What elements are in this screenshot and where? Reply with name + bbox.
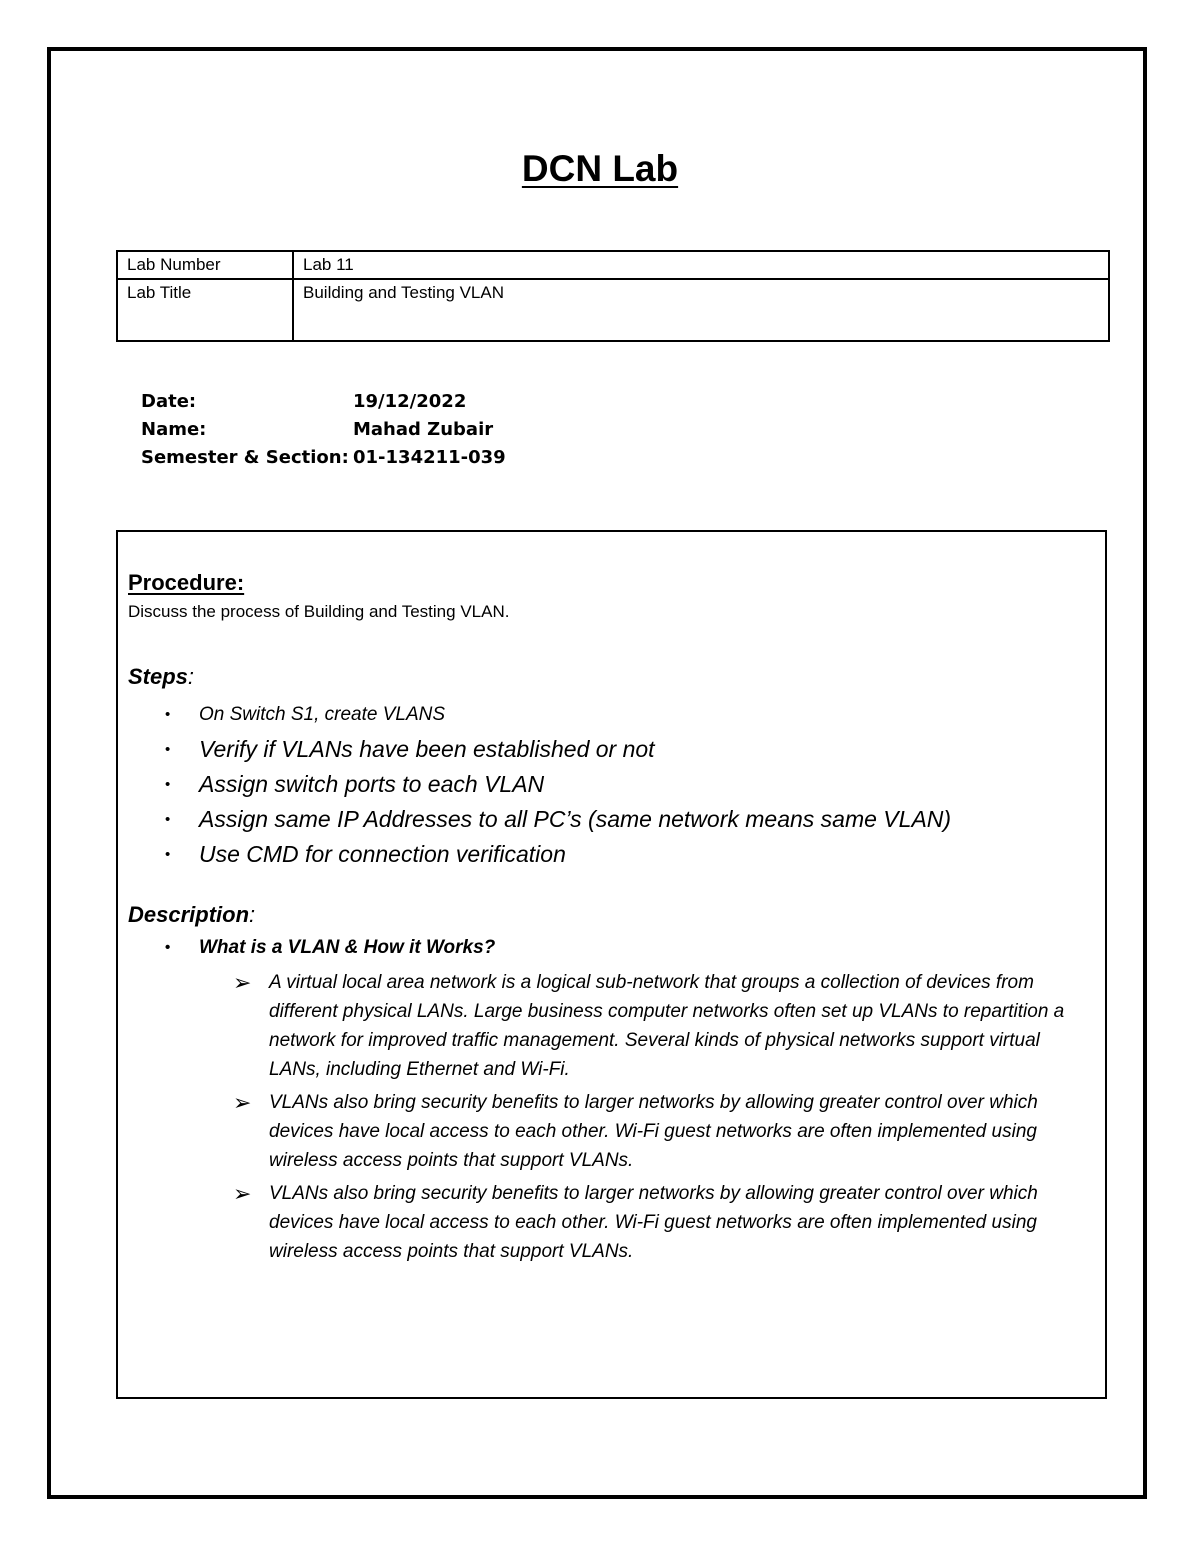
lab-number-label: Lab Number <box>117 251 293 279</box>
bullet-icon: • <box>165 741 171 758</box>
document-title: DCN Lab <box>521 148 679 189</box>
name-value: Mahad Zubair <box>353 419 494 440</box>
steps-heading-colon: : <box>187 664 195 689</box>
list-item <box>163 700 951 734</box>
bullet-icon: • <box>165 811 171 828</box>
point-text: A virtual local area network is a logical sub-network that groups a collection of devices from different physical LANs. Large business computer networks often set up VLANs to repartition a network for improved traffic management. Several kinds of physical networks support virtual LANs, including Ethernet and Wi-Fi. <box>269 972 1065 1080</box>
bullet-icon: • <box>165 846 171 863</box>
name-row <box>141 416 506 444</box>
step-text: Verify if VLANs have been established or not <box>199 736 655 762</box>
description-question <box>163 937 495 959</box>
description-heading-text: Description <box>128 902 250 927</box>
bullet-icon: • <box>165 939 171 956</box>
description-heading-colon: : <box>249 902 256 927</box>
point-text: VLANs also bring security benefits to larger networks by allowing greater control over which devices have local access to each other. Wi-Fi guest networks are often implemented using wireless access points that support VLANs. <box>269 1092 1038 1171</box>
steps-list <box>163 700 951 874</box>
steps-heading-text: Steps <box>128 664 188 689</box>
lab-title-value: Building and Testing VLAN <box>293 279 1109 341</box>
bullet-icon: • <box>165 706 171 723</box>
date-value: 19/12/2022 <box>353 391 467 412</box>
step-text: Assign same IP Addresses to all PC’s (same network means same VLAN) <box>199 806 952 832</box>
list-item <box>233 1179 1093 1266</box>
list-item <box>233 1088 1093 1175</box>
section-value: 01-134211-039 <box>353 447 506 468</box>
table-row <box>117 279 1109 341</box>
procedure-heading: Procedure: <box>128 570 245 595</box>
lab-title-label: Lab Title <box>117 279 293 341</box>
student-info <box>141 388 506 472</box>
section-label: Semester & Section: <box>141 447 349 468</box>
arrow-bullet-icon: ➢ <box>233 970 252 995</box>
description-heading <box>128 902 255 928</box>
question-text: What is a VLAN & How it Works? <box>199 937 496 958</box>
step-text: Assign switch ports to each VLAN <box>199 771 545 797</box>
date-row <box>141 388 506 416</box>
point-text: VLANs also bring security benefits to larger networks by allowing greater control over which devices have local access to each other. Wi-Fi guest networks are often implemented using wireless access points that support VLANs. <box>269 1183 1038 1262</box>
section-row <box>141 444 506 472</box>
bullet-icon: • <box>165 776 171 793</box>
arrow-bullet-icon: ➢ <box>233 1090 252 1115</box>
list-item <box>163 839 951 874</box>
list-item <box>163 734 951 769</box>
list-item <box>163 804 951 839</box>
description-points <box>233 968 1093 1270</box>
lab-number-value: Lab 11 <box>293 251 1109 279</box>
step-text: Use CMD for connection verification <box>199 841 566 867</box>
arrow-bullet-icon: ➢ <box>233 1181 252 1206</box>
table-row <box>117 251 1109 279</box>
step-text: On Switch S1, create VLANS <box>199 704 446 725</box>
procedure-text: Discuss the process of Building and Testing VLAN. <box>128 602 510 621</box>
name-label: Name: <box>141 419 207 440</box>
steps-heading <box>128 664 194 690</box>
lab-info-table <box>116 250 1110 342</box>
date-label: Date: <box>141 391 197 412</box>
list-item <box>233 968 1093 1084</box>
list-item <box>163 769 951 804</box>
content-box <box>116 530 1107 1399</box>
